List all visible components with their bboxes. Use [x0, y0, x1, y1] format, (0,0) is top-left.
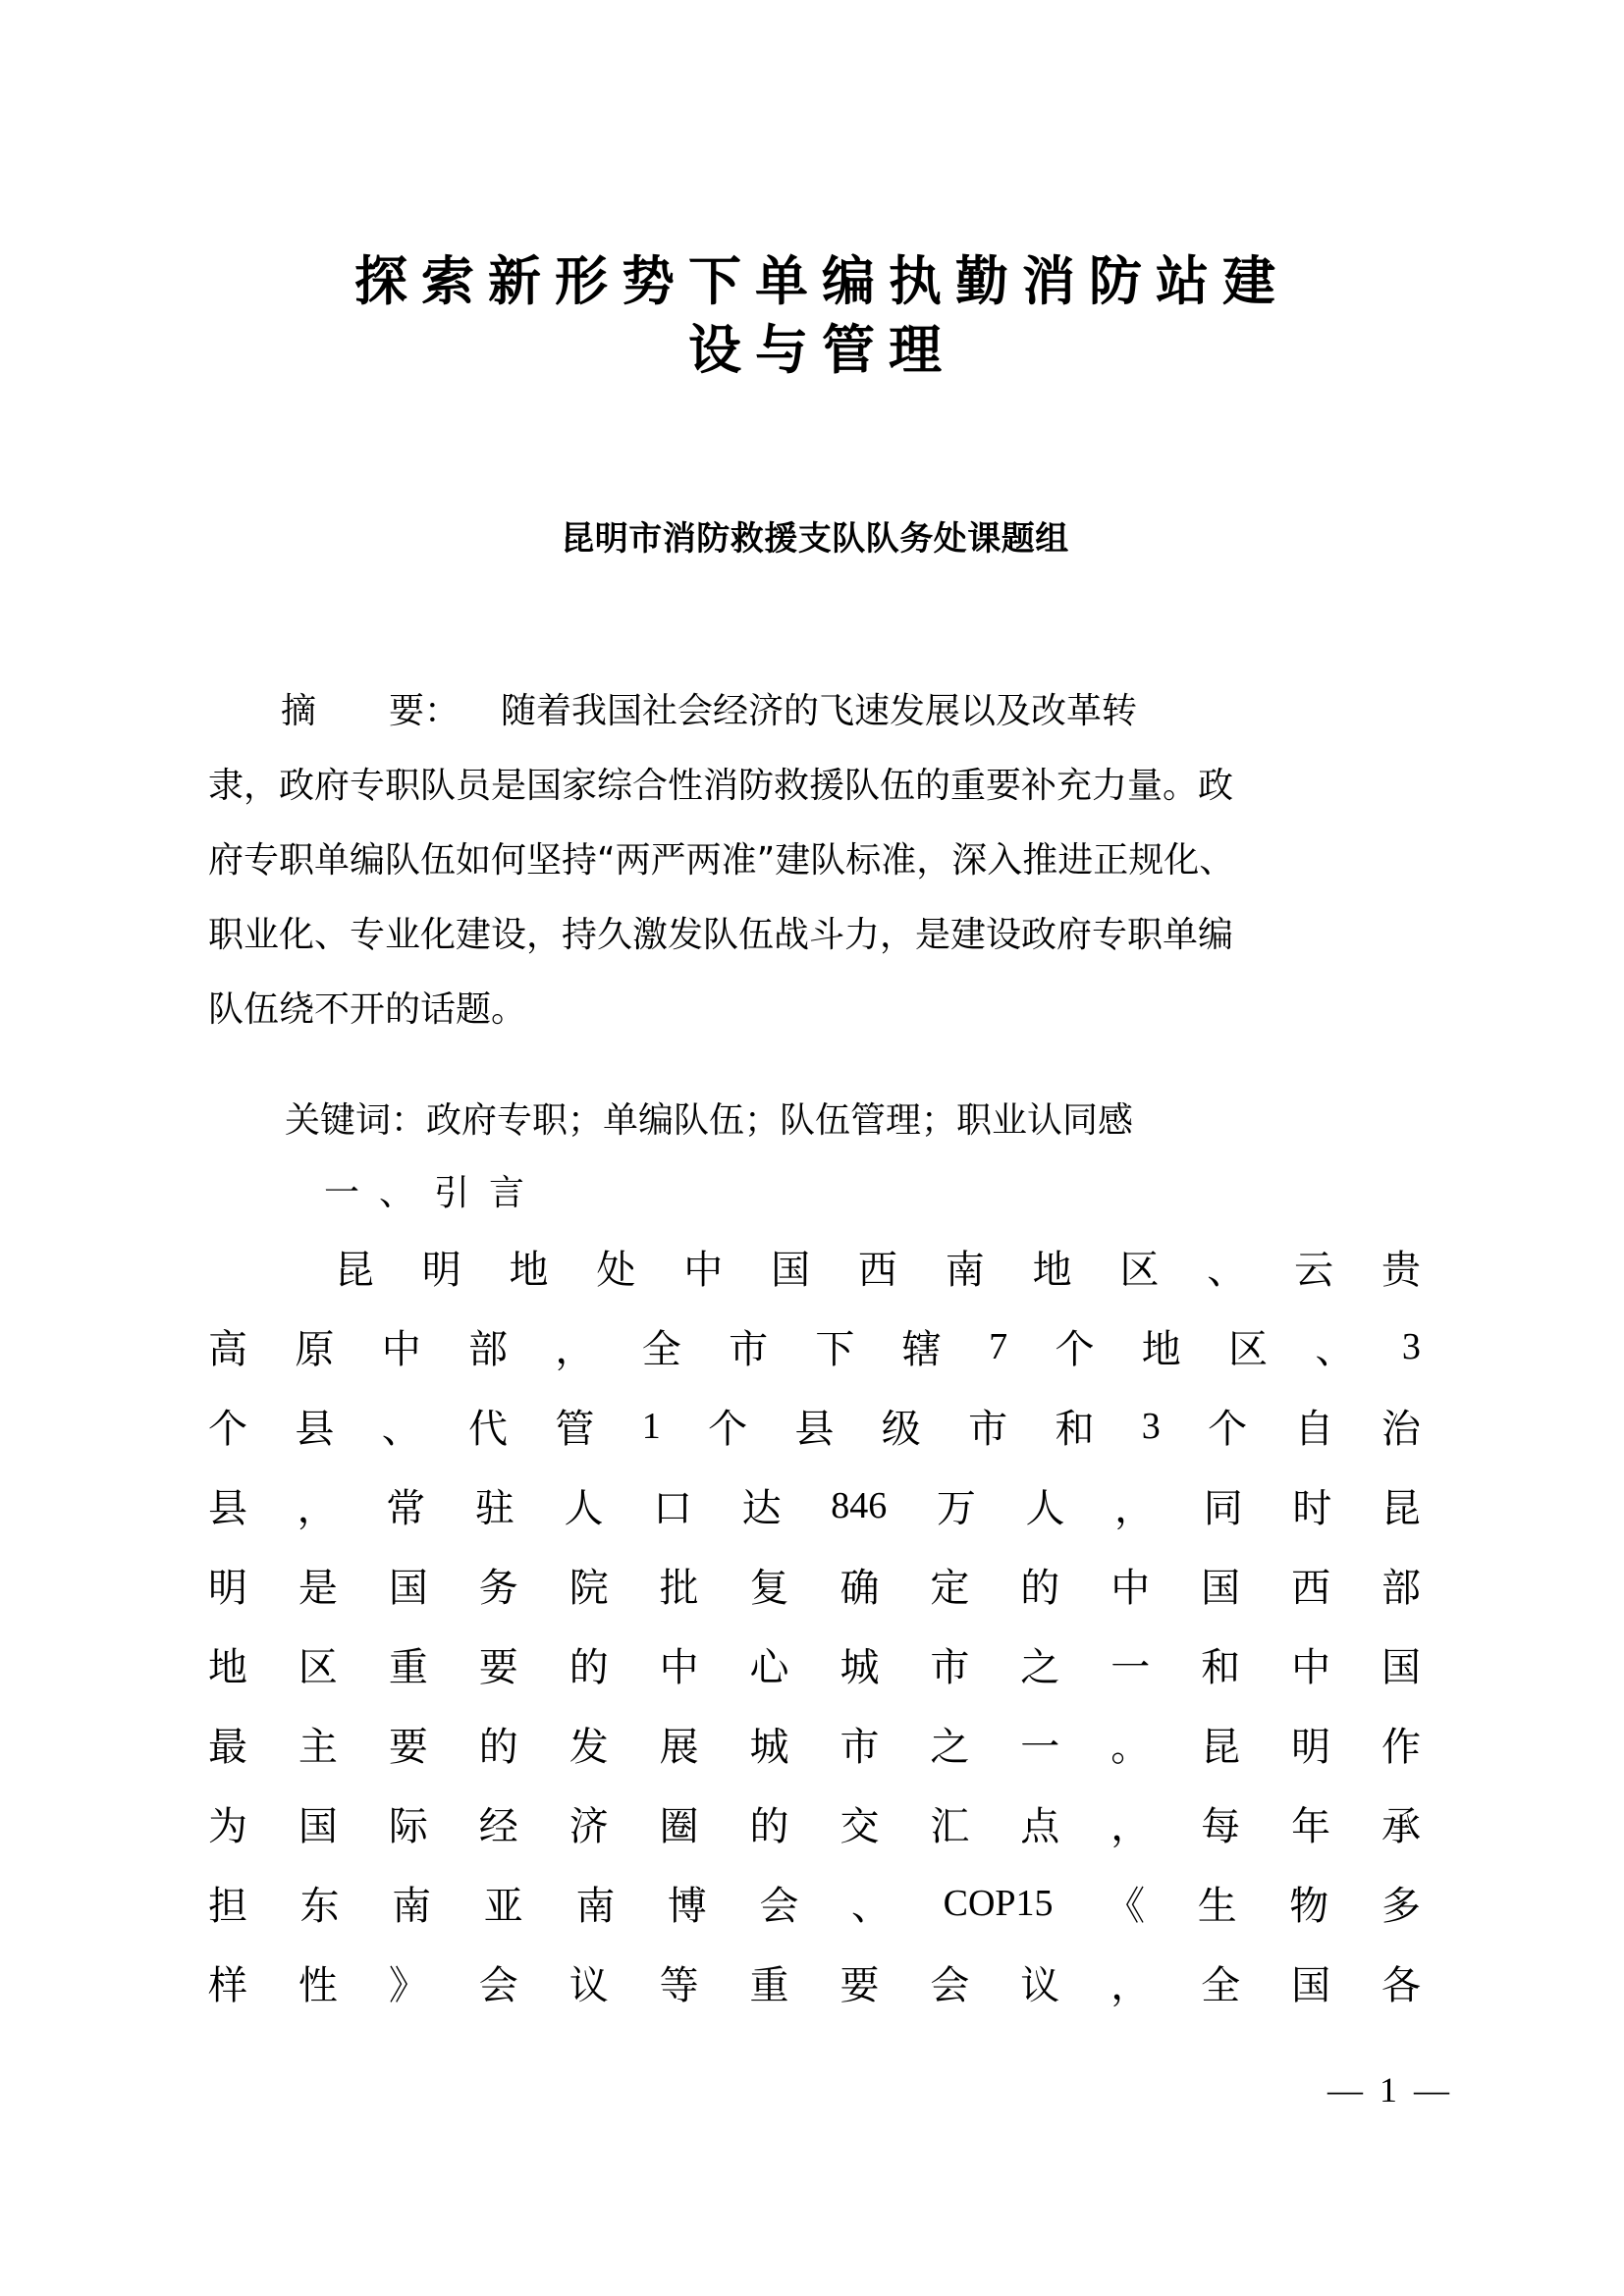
body-char: 辖 [901, 1327, 942, 1372]
page-title [172, 247, 1458, 385]
body-char: 个 [1055, 1327, 1095, 1372]
body-char: ， [297, 1486, 337, 1531]
body-char: 部 [1380, 1566, 1421, 1611]
page-number: — 1 — [1327, 2070, 1453, 2109]
body-char: 担 [208, 1884, 247, 1929]
body-char: 人 [564, 1486, 604, 1531]
abstract-label: 摘 [281, 691, 317, 731]
body-char: ， [1110, 1804, 1151, 1849]
body-char: 一 [1020, 1725, 1060, 1770]
abstract-line-5: 队伍绕不开的话题。 [208, 989, 527, 1030]
body-char: 、 [851, 1884, 892, 1929]
body-char: 昆 [334, 1248, 374, 1293]
body-line [208, 1784, 1421, 1863]
body-line [208, 1704, 1421, 1784]
body-line [208, 1386, 1421, 1466]
body-char: 中 [659, 1645, 699, 1690]
body-char: 明 [208, 1566, 247, 1611]
body-char: 之 [930, 1725, 970, 1770]
body-char: 心 [749, 1645, 789, 1690]
body-char: 国 [1380, 1645, 1421, 1690]
body-char: 《 [1106, 1884, 1146, 1929]
body-token-latin: 1 [641, 1405, 661, 1447]
body-char: 城 [839, 1645, 880, 1690]
body-char: 博 [667, 1884, 707, 1929]
abstract-label-2: 要 [389, 691, 425, 731]
body-char: 性 [298, 1963, 338, 2008]
abstract-line-3: 府专职单编队伍如何坚持“两严两准”建队标准，深入推进正规化、 [208, 840, 1235, 881]
body-char: 时 [1292, 1486, 1332, 1531]
body-char: 济 [568, 1804, 609, 1849]
body-char: 、 [1207, 1248, 1247, 1293]
body-char: 会 [930, 1963, 970, 2008]
body-char: 和 [1201, 1645, 1241, 1690]
body-char: 要 [478, 1645, 518, 1690]
body-char: 国 [1201, 1566, 1241, 1611]
body-char: 市 [968, 1407, 1008, 1452]
body-char: 议 [1020, 1963, 1060, 2008]
body-char: 处 [596, 1248, 636, 1293]
body-char: 下 [815, 1327, 855, 1372]
body-char: 达 [741, 1486, 782, 1531]
body-char: 南 [392, 1884, 432, 1929]
body-char: 经 [478, 1804, 518, 1849]
body-char: 东 [299, 1884, 340, 1929]
abstract-line-4: 职业化、专业化建设，持久激发队伍战斗力，是建设政府专职单编 [208, 915, 1234, 955]
body-char: 区 [298, 1645, 338, 1690]
body-char: 的 [478, 1725, 518, 1770]
body-char: 样 [208, 1963, 247, 2008]
body-char: 的 [568, 1645, 609, 1690]
body-line [208, 1545, 1421, 1625]
body-char: 西 [1291, 1566, 1331, 1611]
body-char: 中 [683, 1248, 724, 1293]
body-char: 为 [208, 1804, 247, 1849]
body-char: 个 [208, 1407, 247, 1452]
body-char: 会 [759, 1884, 799, 1929]
author-line: 昆明市消防救援支队队务处课题组 [561, 519, 1069, 559]
body-char: 的 [1020, 1566, 1060, 1611]
body-token-latin: 3 [1401, 1325, 1421, 1367]
body-char: 代 [468, 1407, 509, 1452]
body-char: 地 [1032, 1248, 1072, 1293]
body-char: 地 [1141, 1327, 1181, 1372]
body-char: 之 [1020, 1645, 1060, 1690]
body-token-latin: 846 [831, 1484, 888, 1526]
body-line [208, 1466, 1421, 1545]
body-char: 国 [1291, 1963, 1331, 2008]
body-line [208, 1625, 1421, 1704]
body-char: 治 [1380, 1407, 1421, 1452]
body-char: 管 [555, 1407, 595, 1452]
body-char: 区 [1228, 1327, 1269, 1372]
body-char: 物 [1289, 1884, 1329, 1929]
body-char: 要 [839, 1963, 880, 2008]
abstract-line-3-row [208, 824, 1421, 898]
body-char: 的 [749, 1804, 789, 1849]
body-char: 确 [839, 1566, 880, 1611]
body-char: 点 [1020, 1804, 1060, 1849]
body-char: 口 [653, 1486, 693, 1531]
body-char: 县 [208, 1486, 247, 1531]
abstract-block [208, 674, 1421, 1047]
body-char: 市 [930, 1645, 970, 1690]
body-char: 定 [930, 1566, 970, 1611]
body-char: 中 [1110, 1566, 1151, 1611]
body-char: 同 [1203, 1486, 1243, 1531]
body-char: 、 [381, 1407, 421, 1452]
body-char: 市 [729, 1327, 769, 1372]
body-char: 每 [1201, 1804, 1241, 1849]
body-char: 部 [468, 1327, 509, 1372]
body-char: 要 [388, 1725, 428, 1770]
body-char: 人 [1025, 1486, 1065, 1531]
body-char: 高 [208, 1327, 247, 1372]
body-char: 、 [1315, 1327, 1355, 1372]
body-char: 批 [659, 1566, 699, 1611]
body-char: 主 [298, 1725, 338, 1770]
body-char: 个 [708, 1407, 748, 1452]
body-char: 是 [298, 1566, 338, 1611]
body-char: 一 [1110, 1645, 1151, 1690]
body-char: 县 [295, 1407, 335, 1452]
body-char: 自 [1294, 1407, 1334, 1452]
body-char: 交 [839, 1804, 880, 1849]
body-char: 中 [1291, 1645, 1331, 1690]
body-char: 等 [659, 1963, 699, 2008]
body-char: 贵 [1380, 1248, 1421, 1293]
body-char: 南 [945, 1248, 985, 1293]
body-char: 级 [881, 1407, 921, 1452]
body-char: 县 [794, 1407, 835, 1452]
body-paragraph [208, 1227, 1421, 2022]
body-char: 西 [857, 1248, 897, 1293]
body-char: 圈 [659, 1804, 699, 1849]
body-char: 发 [568, 1725, 609, 1770]
body-char: 各 [1380, 1963, 1421, 2008]
body-char: 议 [568, 1963, 609, 2008]
body-char: ， [1110, 1963, 1151, 2008]
body-line [208, 1943, 1421, 2022]
body-char: 和 [1055, 1407, 1095, 1452]
body-char: 万 [936, 1486, 976, 1531]
body-char: 市 [839, 1725, 880, 1770]
abstract-line-2: 隶，政府专职队员是国家综合性消防救援队伍的重要补充力量。政 [208, 766, 1234, 806]
body-char: 复 [749, 1566, 789, 1611]
body-char: 重 [388, 1645, 428, 1690]
abstract-first-line [208, 674, 1421, 749]
body-char: 重 [749, 1963, 789, 2008]
body-char: 全 [641, 1327, 681, 1372]
body-char: 汇 [930, 1804, 970, 1849]
body-char: 地 [208, 1645, 247, 1690]
body-char: 院 [568, 1566, 609, 1611]
keywords-line: 关键词：政府专职；单编队伍；队伍管理；职业认同感 [285, 1100, 1134, 1141]
body-char: 中 [381, 1327, 421, 1372]
title-line-2: 设与管理 [688, 319, 955, 382]
body-char: 常 [386, 1486, 426, 1531]
abstract-line-4-row [208, 898, 1421, 973]
body-char: 国 [298, 1804, 338, 1849]
body-char: 年 [1291, 1804, 1331, 1849]
abstract-line-2-row [208, 749, 1421, 824]
body-char: 明 [421, 1248, 461, 1293]
body-char: 昆 [1201, 1725, 1241, 1770]
body-char: 作 [1380, 1725, 1421, 1770]
body-token-latin: 3 [1141, 1405, 1161, 1447]
body-char: 际 [388, 1804, 428, 1849]
body-char: 展 [659, 1725, 699, 1770]
title-line-1: 探索新形势下单编执勤消防站建 [354, 250, 1289, 312]
body-char: 最 [208, 1725, 247, 1770]
body-char: 区 [1119, 1248, 1160, 1293]
body-char: 国 [771, 1248, 811, 1293]
body-token-latin: 7 [989, 1325, 1008, 1367]
body-char: ， [1114, 1486, 1155, 1531]
body-char: 》 [388, 1963, 428, 2008]
body-char: 多 [1380, 1884, 1421, 1929]
body-char: 地 [509, 1248, 549, 1293]
body-char: ， [555, 1327, 595, 1372]
abstract-line-5-row [208, 973, 1421, 1047]
body-char: 驻 [474, 1486, 514, 1531]
section-heading-introduction: 一、引言 [324, 1173, 545, 1213]
body-char: 明 [1291, 1725, 1331, 1770]
abstract-line-1: 随着我国社会经济的飞速发展以及改革转 [501, 691, 1138, 731]
body-line [208, 1863, 1421, 1943]
body-char: 南 [575, 1884, 616, 1929]
body-char: 全 [1201, 1963, 1241, 2008]
body-char: 昆 [1380, 1486, 1421, 1531]
body-char: 承 [1380, 1804, 1421, 1849]
abstract-colon: ： [424, 691, 460, 731]
body-char: 。 [1110, 1725, 1151, 1770]
body-line [208, 1227, 1421, 1307]
body-char: 城 [749, 1725, 789, 1770]
body-char: 国 [388, 1566, 428, 1611]
body-line [208, 1307, 1421, 1386]
body-char: 亚 [483, 1884, 523, 1929]
body-char: 务 [478, 1566, 518, 1611]
body-token-latin: COP15 [943, 1882, 1054, 1924]
body-char: 个 [1208, 1407, 1248, 1452]
body-char: 会 [478, 1963, 518, 2008]
body-char: 原 [295, 1327, 335, 1372]
body-char: 云 [1294, 1248, 1334, 1293]
body-char: 生 [1197, 1884, 1237, 1929]
